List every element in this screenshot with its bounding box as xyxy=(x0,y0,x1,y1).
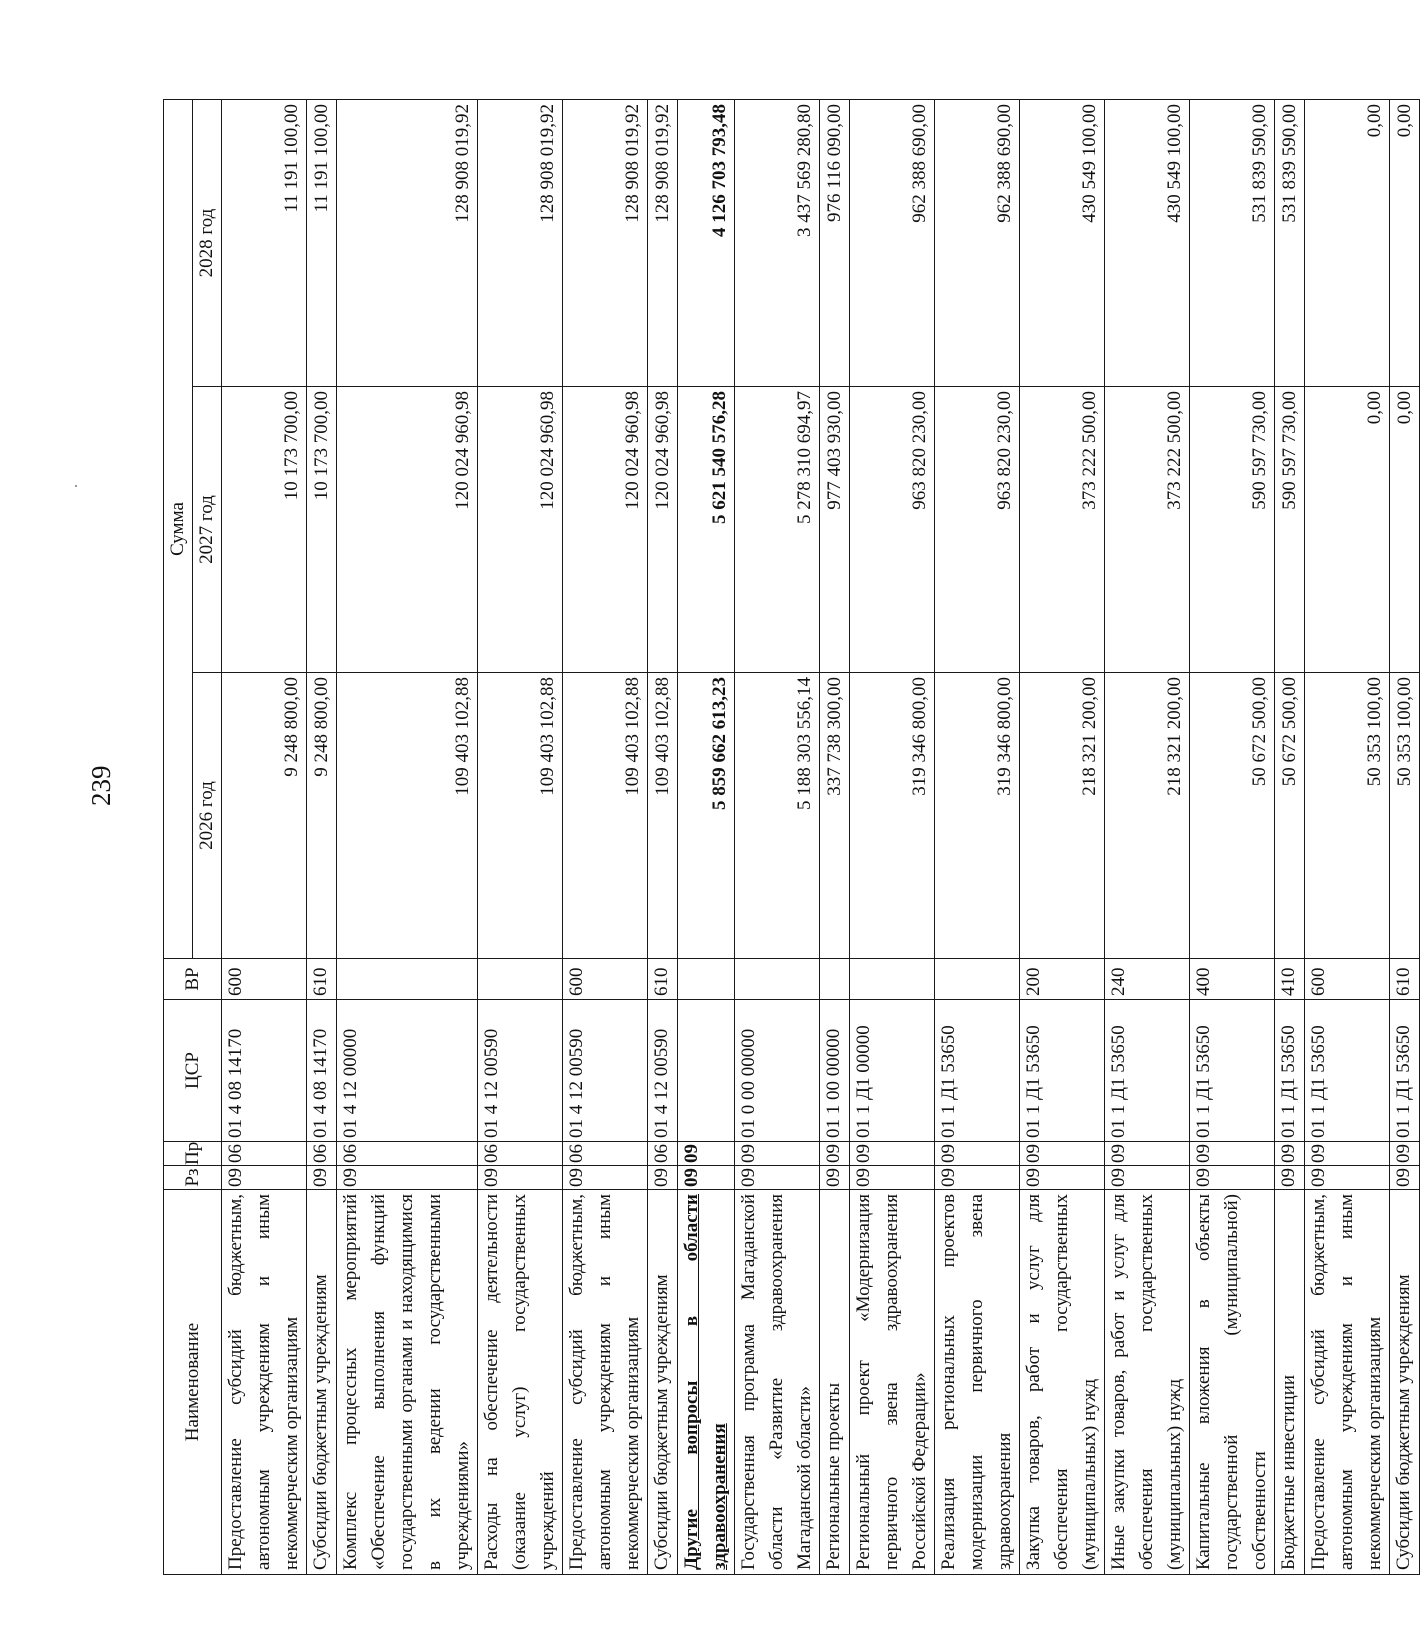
row-csr: 01 1 Д1 53650 xyxy=(935,1000,1020,1142)
row-vr xyxy=(337,959,478,1000)
row-name: Закупка товаров, работ и услуг для обеспечения государственных (муниципальных) нужд xyxy=(1020,1190,1105,1575)
row-vr: 600 xyxy=(563,959,648,1000)
row-name: Другие вопросы в области здравоохранения xyxy=(678,1190,735,1575)
header-csr: ЦСР xyxy=(164,1000,222,1142)
row-amount-2026: 218 321 200,00 xyxy=(1020,673,1105,959)
row-name: Региональные проекты xyxy=(820,1190,850,1575)
row-rz: 09 xyxy=(935,1166,1020,1190)
row-csr: 01 4 12 00590 xyxy=(478,1000,563,1142)
row-amount-2027: 590 597 730,00 xyxy=(1275,387,1305,673)
row-amount-2028: 430 549 100,00 xyxy=(1105,100,1190,387)
table-row xyxy=(1305,100,1390,1575)
row-csr: 01 1 Д1 53650 xyxy=(1190,1000,1275,1142)
row-name: Субсидии бюджетным учреждениям xyxy=(1390,1190,1420,1575)
row-csr: 01 1 00 00000 xyxy=(820,1000,850,1142)
row-amount-2026: 109 403 102,88 xyxy=(478,673,563,959)
row-csr: 01 1 Д1 53650 xyxy=(1275,1000,1305,1142)
row-amount-2026: 9 248 800,00 xyxy=(307,673,337,959)
row-vr xyxy=(735,959,820,1000)
table-row xyxy=(1275,100,1305,1575)
row-amount-2026: 50 672 500,00 xyxy=(1275,673,1305,959)
row-pr: 09 xyxy=(735,1142,820,1166)
row-amount-2026: 109 403 102,88 xyxy=(563,673,648,959)
row-amount-2028: 128 908 019,92 xyxy=(478,100,563,387)
row-amount-2028: 0,00 xyxy=(1305,100,1390,387)
row-vr: 240 xyxy=(1105,959,1190,1000)
table-row xyxy=(678,100,735,1575)
row-rz: 09 xyxy=(1190,1166,1275,1190)
table-row xyxy=(478,100,563,1575)
row-amount-2027: 120 024 960,98 xyxy=(478,387,563,673)
row-vr: 610 xyxy=(648,959,678,1000)
row-amount-2027: 373 222 500,00 xyxy=(1020,387,1105,673)
row-name: Региональный проект «Модернизация первичного звена здравоохранения Российской Федерации» xyxy=(850,1190,935,1575)
row-amount-2028: 3 437 569 280,80 xyxy=(735,100,820,387)
row-amount-2026: 50 353 100,00 xyxy=(1390,673,1420,959)
row-vr xyxy=(820,959,850,1000)
row-csr: 01 4 12 00590 xyxy=(648,1000,678,1142)
row-pr: 06 xyxy=(648,1142,678,1166)
row-amount-2028: 0,00 xyxy=(1390,100,1420,387)
row-rz: 09 xyxy=(850,1166,935,1190)
row-rz: 09 xyxy=(1105,1166,1190,1190)
row-pr: 06 xyxy=(307,1142,337,1166)
row-amount-2027: 120 024 960,98 xyxy=(563,387,648,673)
row-vr: 400 xyxy=(1190,959,1275,1000)
header-name: Наименование xyxy=(164,1190,222,1575)
page-number: 239 xyxy=(86,765,116,806)
row-amount-2028: 128 908 019,92 xyxy=(648,100,678,387)
table-row xyxy=(1020,100,1105,1575)
row-amount-2028: 128 908 019,92 xyxy=(563,100,648,387)
row-amount-2027: 0,00 xyxy=(1390,387,1420,673)
row-csr: 01 4 12 00590 xyxy=(563,1000,648,1142)
row-vr xyxy=(478,959,563,1000)
row-rz: 09 xyxy=(1275,1166,1305,1190)
row-amount-2026: 50 672 500,00 xyxy=(1190,673,1275,959)
row-amount-2027: 10 173 700,00 xyxy=(307,387,337,673)
row-amount-2027: 5 621 540 576,28 xyxy=(678,387,735,673)
row-vr xyxy=(850,959,935,1000)
table-row xyxy=(337,100,478,1575)
row-amount-2027: 373 222 500,00 xyxy=(1105,387,1190,673)
header-2027: 2027 год xyxy=(193,387,222,673)
row-vr xyxy=(935,959,1020,1000)
row-name: Реализация региональных проектов модернизации первичного звена здравоохранения xyxy=(935,1190,1020,1575)
row-csr: 01 4 12 00000 xyxy=(337,1000,478,1142)
row-vr: 410 xyxy=(1275,959,1305,1000)
row-amount-2026: 9 248 800,00 xyxy=(222,673,307,959)
table-row xyxy=(222,100,307,1575)
header-2028: 2028 год xyxy=(193,100,222,387)
table-row xyxy=(1190,100,1275,1575)
row-name: Субсидии бюджетным учреждениям xyxy=(648,1190,678,1575)
header-sum: Сумма xyxy=(164,100,193,959)
row-csr: 01 1 Д1 53650 xyxy=(1105,1000,1190,1142)
row-vr: 600 xyxy=(1305,959,1390,1000)
row-rz: 09 xyxy=(678,1166,735,1190)
row-rz: 09 xyxy=(307,1166,337,1190)
row-amount-2026: 319 346 800,00 xyxy=(935,673,1020,959)
header-vr: ВР xyxy=(164,959,222,1000)
row-vr: 610 xyxy=(1390,959,1420,1000)
row-pr: 09 xyxy=(1275,1142,1305,1166)
table-row xyxy=(563,100,648,1575)
row-amount-2028: 531 839 590,00 xyxy=(1275,100,1305,387)
row-pr: 09 xyxy=(850,1142,935,1166)
row-csr xyxy=(678,1000,735,1142)
row-amount-2026: 109 403 102,88 xyxy=(648,673,678,959)
row-amount-2027: 590 597 730,00 xyxy=(1190,387,1275,673)
row-name: Капитальные вложения в объекты государственной (муниципальной) собственности xyxy=(1190,1190,1275,1575)
row-name: Комплекс процессных мероприятий «Обеспечение выполнения функций государственными органами и находящимися в их ведении государственными учреждениями» xyxy=(337,1190,478,1575)
row-csr: 01 1 Д1 00000 xyxy=(850,1000,935,1142)
row-pr: 06 xyxy=(222,1142,307,1166)
header-2026: 2026 год xyxy=(193,673,222,959)
row-amount-2027: 5 278 310 694,97 xyxy=(735,387,820,673)
header-pr: Пр xyxy=(164,1142,222,1166)
row-pr: 09 xyxy=(1190,1142,1275,1166)
table-row xyxy=(648,100,678,1575)
row-pr: 09 xyxy=(678,1142,735,1166)
row-csr: 01 0 00 00000 xyxy=(735,1000,820,1142)
row-rz: 09 xyxy=(1020,1166,1105,1190)
row-amount-2028: 128 908 019,92 xyxy=(337,100,478,387)
row-amount-2026: 109 403 102,88 xyxy=(337,673,478,959)
row-amount-2027: 0,00 xyxy=(1305,387,1390,673)
row-rz: 09 xyxy=(478,1166,563,1190)
row-pr: 09 xyxy=(1390,1142,1420,1166)
header-rz: Рз xyxy=(164,1166,222,1190)
row-vr: 200 xyxy=(1020,959,1105,1000)
row-amount-2028: 531 839 590,00 xyxy=(1190,100,1275,387)
row-pr: 09 xyxy=(935,1142,1020,1166)
table-row xyxy=(735,100,820,1575)
row-amount-2028: 4 126 703 793,48 xyxy=(678,100,735,387)
row-pr: 09 xyxy=(1105,1142,1190,1166)
row-pr: 06 xyxy=(563,1142,648,1166)
row-amount-2026: 319 346 800,00 xyxy=(850,673,935,959)
table-row xyxy=(820,100,850,1575)
scan-speck xyxy=(75,485,77,487)
row-name: Предоставление субсидий бюджетным, автономным учреждениям и иным некоммерческим организациям xyxy=(1305,1190,1390,1575)
row-pr: 09 xyxy=(820,1142,850,1166)
row-amount-2027: 963 820 230,00 xyxy=(850,387,935,673)
table-row xyxy=(1390,100,1420,1575)
row-pr: 06 xyxy=(478,1142,563,1166)
row-name: Предоставление субсидий бюджетным, автономным учреждениям и иным некоммерческим организациям xyxy=(563,1190,648,1575)
row-name: Государственная программа Магаданской области «Развитие здравоохранения Магаданской области» xyxy=(735,1190,820,1575)
row-amount-2028: 962 388 690,00 xyxy=(935,100,1020,387)
row-name: Предоставление субсидий бюджетным, автономным учреждениям и иным некоммерческим организациям xyxy=(222,1190,307,1575)
row-name: Иные закупки товаров, работ и услуг для обеспечения государственных (муниципальных) нужд xyxy=(1105,1190,1190,1575)
row-amount-2027: 10 173 700,00 xyxy=(222,387,307,673)
row-vr: 610 xyxy=(307,959,337,1000)
row-amount-2026: 5 859 662 613,23 xyxy=(678,673,735,959)
table-header xyxy=(164,100,222,1575)
row-amount-2028: 976 116 090,00 xyxy=(820,100,850,387)
row-rz: 09 xyxy=(337,1166,478,1190)
rotated-table-container xyxy=(163,100,1415,1575)
row-name: Расходы на обеспечение деятельности (оказание услуг) государственных учреждений xyxy=(478,1190,563,1575)
row-amount-2027: 120 024 960,98 xyxy=(648,387,678,673)
row-rz: 09 xyxy=(222,1166,307,1190)
row-csr: 01 1 Д1 53650 xyxy=(1020,1000,1105,1142)
table-row xyxy=(850,100,935,1575)
row-csr: 01 1 Д1 53650 xyxy=(1305,1000,1390,1142)
row-pr: 06 xyxy=(337,1142,478,1166)
row-vr xyxy=(678,959,735,1000)
row-vr: 600 xyxy=(222,959,307,1000)
row-csr: 01 4 08 14170 xyxy=(307,1000,337,1142)
row-pr: 09 xyxy=(1020,1142,1105,1166)
row-rz: 09 xyxy=(563,1166,648,1190)
row-amount-2028: 430 549 100,00 xyxy=(1020,100,1105,387)
row-rz: 09 xyxy=(820,1166,850,1190)
row-name: Субсидии бюджетным учреждениям xyxy=(307,1190,337,1575)
row-csr: 01 4 08 14170 xyxy=(222,1000,307,1142)
row-amount-2027: 120 024 960,98 xyxy=(337,387,478,673)
budget-table xyxy=(163,99,1420,1575)
row-rz: 09 xyxy=(735,1166,820,1190)
row-rz: 09 xyxy=(1305,1166,1390,1190)
table-row xyxy=(1105,100,1190,1575)
row-pr: 09 xyxy=(1305,1142,1390,1166)
row-amount-2028: 11 191 100,00 xyxy=(222,100,307,387)
row-amount-2026: 5 188 303 556,14 xyxy=(735,673,820,959)
row-amount-2027: 963 820 230,00 xyxy=(935,387,1020,673)
row-name: Бюджетные инвестиции xyxy=(1275,1190,1305,1575)
table-body xyxy=(222,100,1420,1575)
table-row xyxy=(307,100,337,1575)
row-rz: 09 xyxy=(1390,1166,1420,1190)
row-amount-2027: 977 403 930,00 xyxy=(820,387,850,673)
row-rz: 09 xyxy=(648,1166,678,1190)
row-amount-2028: 11 191 100,00 xyxy=(307,100,337,387)
row-amount-2026: 218 321 200,00 xyxy=(1105,673,1190,959)
row-amount-2026: 50 353 100,00 xyxy=(1305,673,1390,959)
row-amount-2028: 962 388 690,00 xyxy=(850,100,935,387)
row-amount-2026: 337 738 300,00 xyxy=(820,673,850,959)
row-csr: 01 1 Д1 53650 xyxy=(1390,1000,1420,1142)
table-row xyxy=(935,100,1020,1575)
